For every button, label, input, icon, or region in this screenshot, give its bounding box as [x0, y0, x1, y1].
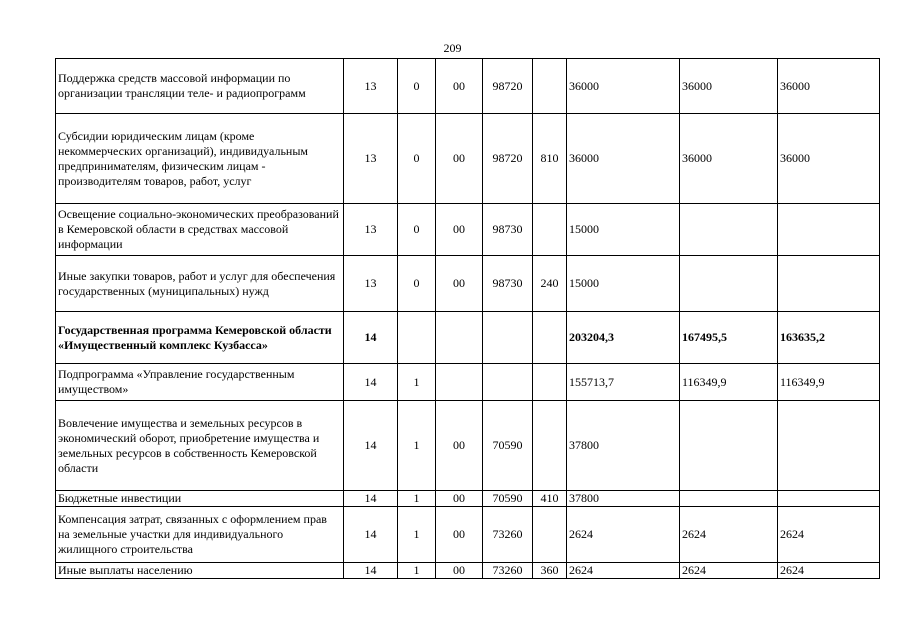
main-event-code-cell: 00	[436, 59, 483, 114]
direction-code-cell: 98720	[483, 114, 533, 204]
section-code-cell: 14	[344, 507, 398, 563]
amount-year1-cell: 36000	[567, 114, 680, 204]
amount-year3-cell: 2624	[778, 563, 880, 579]
subprogram-code-cell: 1	[398, 364, 436, 401]
row-name-cell: Освещение социально-экономических преобразований в Кемеровской области в средствах массовой информации	[56, 204, 344, 256]
main-event-code-cell: 00	[436, 563, 483, 579]
main-event-code-cell: 00	[436, 507, 483, 563]
amount-year1-cell: 155713,7	[567, 364, 680, 401]
section-code-cell: 13	[344, 59, 398, 114]
table-row	[56, 204, 880, 256]
table-row	[56, 256, 880, 312]
section-code-cell: 14	[344, 563, 398, 579]
amount-year2-cell	[680, 491, 778, 507]
expense-type-cell	[533, 312, 567, 364]
amount-year2-cell: 167495,5	[680, 312, 778, 364]
expense-type-cell	[533, 364, 567, 401]
section-code-cell: 14	[344, 312, 398, 364]
amount-year1-cell: 2624	[567, 563, 680, 579]
amount-year2-cell: 36000	[680, 114, 778, 204]
row-name-cell: Поддержка средств массовой информации по организации трансляции теле- и радиопрограмм	[56, 59, 344, 114]
row-name-cell: Иные закупки товаров, работ и услуг для обеспечения государственных (муниципальных) нужд	[56, 256, 344, 312]
subprogram-code-cell: 1	[398, 401, 436, 491]
expense-type-cell	[533, 204, 567, 256]
section-code-cell: 14	[344, 401, 398, 491]
expense-type-cell: 810	[533, 114, 567, 204]
expense-type-cell: 360	[533, 563, 567, 579]
main-event-code-cell: 00	[436, 491, 483, 507]
expense-type-cell	[533, 59, 567, 114]
amount-year3-cell	[778, 256, 880, 312]
direction-code-cell: 73260	[483, 563, 533, 579]
subprogram-code-cell: 1	[398, 507, 436, 563]
page-number: 209	[443, 41, 462, 55]
amount-year1-cell: 37800	[567, 401, 680, 491]
amount-year3-cell: 163635,2	[778, 312, 880, 364]
amount-year2-cell: 36000	[680, 59, 778, 114]
main-event-code-cell	[436, 312, 483, 364]
amount-year3-cell: 36000	[778, 59, 880, 114]
amount-year2-cell	[680, 401, 778, 491]
section-code-cell: 14	[344, 364, 398, 401]
amount-year3-cell	[778, 491, 880, 507]
amount-year1-cell: 37800	[567, 491, 680, 507]
direction-code-cell	[483, 364, 533, 401]
subprogram-code-cell: 0	[398, 204, 436, 256]
table-row	[56, 401, 880, 491]
table-row	[56, 491, 880, 507]
row-name-cell: Вовлечение имущества и земельных ресурсов в экономический оборот, приобретение имущества и земельных ресурсов в собственность Кемеровской области	[56, 401, 344, 491]
amount-year1-cell: 36000	[567, 59, 680, 114]
main-event-code-cell: 00	[436, 204, 483, 256]
amount-year1-cell: 203204,3	[567, 312, 680, 364]
subprogram-code-cell: 1	[398, 563, 436, 579]
table-row	[56, 364, 880, 401]
row-name-cell: Бюджетные инвестиции	[56, 491, 344, 507]
amount-year2-cell	[680, 204, 778, 256]
direction-code-cell	[483, 312, 533, 364]
amount-year3-cell: 2624	[778, 507, 880, 563]
subprogram-code-cell: 0	[398, 114, 436, 204]
amount-year3-cell	[778, 401, 880, 491]
row-name-cell: Подпрограмма «Управление государственным имуществом»	[56, 364, 344, 401]
amount-year1-cell: 15000	[567, 204, 680, 256]
direction-code-cell: 70590	[483, 401, 533, 491]
subprogram-code-cell: 1	[398, 491, 436, 507]
row-name-cell: Иные выплаты населению	[56, 563, 344, 579]
expense-type-cell: 240	[533, 256, 567, 312]
amount-year2-cell: 116349,9	[680, 364, 778, 401]
budget-table	[55, 58, 880, 579]
main-event-code-cell: 00	[436, 114, 483, 204]
expense-type-cell	[533, 507, 567, 563]
main-event-code-cell	[436, 364, 483, 401]
row-name-cell: Субсидии юридическим лицам (кроме некоммерческих организаций), индивидуальным предпринимателям, физическим лицам - производителям товаров, работ, услуг	[56, 114, 344, 204]
table-row	[56, 114, 880, 204]
section-code-cell: 13	[344, 114, 398, 204]
table-row	[56, 507, 880, 563]
section-code-cell: 13	[344, 204, 398, 256]
subprogram-code-cell: 0	[398, 256, 436, 312]
main-event-code-cell: 00	[436, 256, 483, 312]
amount-year3-cell: 116349,9	[778, 364, 880, 401]
amount-year2-cell: 2624	[680, 563, 778, 579]
table-row	[56, 312, 880, 364]
expense-type-cell: 410	[533, 491, 567, 507]
section-code-cell: 13	[344, 256, 398, 312]
amount-year1-cell: 15000	[567, 256, 680, 312]
subprogram-code-cell	[398, 312, 436, 364]
amount-year3-cell: 36000	[778, 114, 880, 204]
expense-type-cell	[533, 401, 567, 491]
row-name-cell: Компенсация затрат, связанных с оформлением прав на земельные участки для индивидуального жилищного строительства	[56, 507, 344, 563]
direction-code-cell: 73260	[483, 507, 533, 563]
subprogram-code-cell: 0	[398, 59, 436, 114]
amount-year2-cell	[680, 256, 778, 312]
section-code-cell: 14	[344, 491, 398, 507]
table-row	[56, 59, 880, 114]
row-name-cell: Государственная программа Кемеровской области «Имущественный комплекс Кузбасса»	[56, 312, 344, 364]
direction-code-cell: 98720	[483, 59, 533, 114]
direction-code-cell: 98730	[483, 256, 533, 312]
direction-code-cell: 98730	[483, 204, 533, 256]
main-event-code-cell: 00	[436, 401, 483, 491]
amount-year1-cell: 2624	[567, 507, 680, 563]
amount-year2-cell: 2624	[680, 507, 778, 563]
table-row	[56, 563, 880, 579]
direction-code-cell: 70590	[483, 491, 533, 507]
amount-year3-cell	[778, 204, 880, 256]
